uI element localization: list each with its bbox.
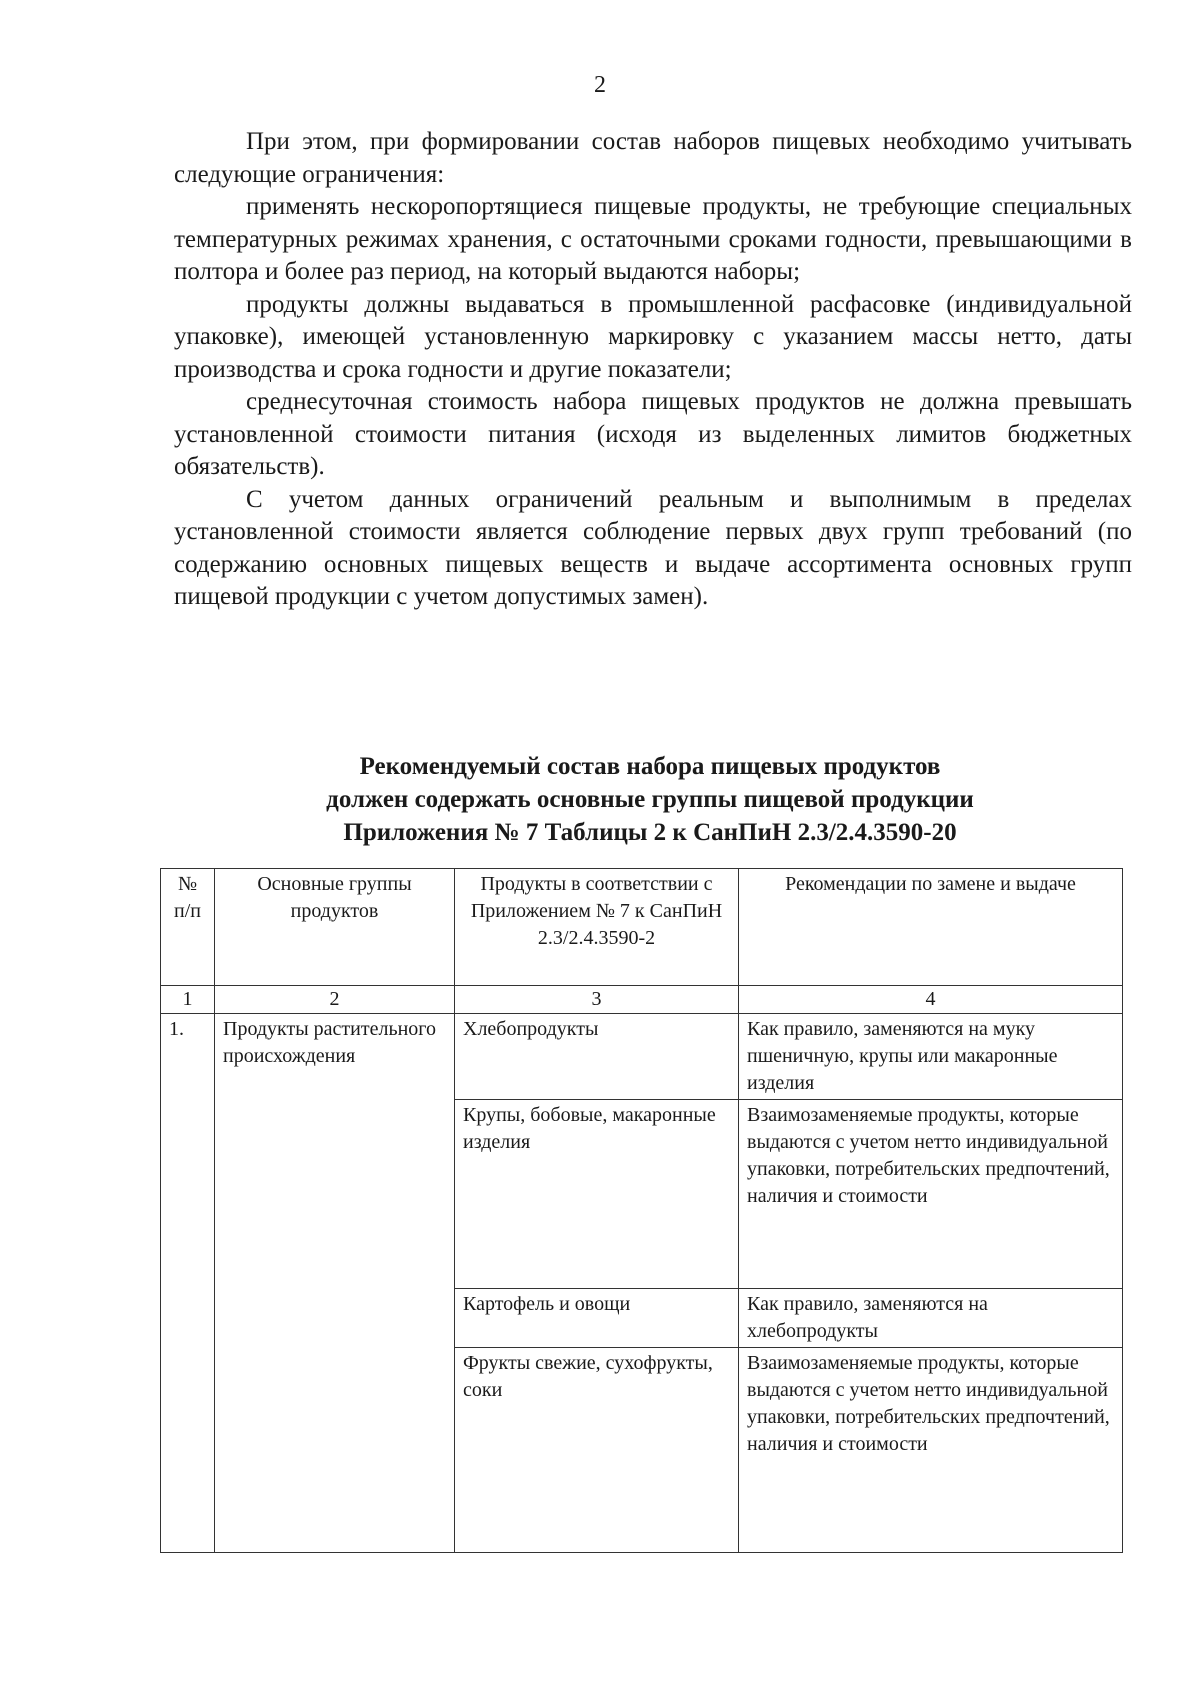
row-product: Крупы, бобовые, макаронные изделия <box>455 1100 739 1289</box>
table-heading <box>160 750 1140 849</box>
table-header-row <box>161 869 1123 986</box>
table-index-row <box>161 986 1123 1014</box>
page-number: 2 <box>594 72 606 98</box>
index-cell: 3 <box>455 986 739 1014</box>
header-num: № п/п <box>161 869 215 986</box>
row-recommendation: Как правило, заменяются на хлебопродукты <box>739 1289 1123 1348</box>
row-group: Продукты растительного происхождения <box>215 1014 455 1553</box>
row-num: 1. <box>161 1014 215 1553</box>
index-cell: 1 <box>161 986 215 1014</box>
paragraph-intro: При этом, при формировании состав наборов пищевых необходимо учитывать следующие ограничения: <box>174 128 1132 188</box>
products-table <box>160 868 1123 1553</box>
row-product: Картофель и овощи <box>455 1289 739 1348</box>
row-product: Фрукты свежие, сухофрукты, соки <box>455 1348 739 1553</box>
heading-line-3: Приложения № 7 Таблицы 2 к СанПиН 2.3/2.4.3590-20 <box>343 819 957 846</box>
row-recommendation: Взаимозаменяемые продукты, которые выдаются с учетом нетто индивидуальной упаковки, потребительских предпочтений, наличия и стоимости <box>739 1100 1123 1289</box>
row-recommendation: Взаимозаменяемые продукты, которые выдаются с учетом нетто индивидуальной упаковки, потребительских предпочтений, наличия и стоимости <box>739 1348 1123 1553</box>
heading-line-1: Рекомендуемый состав набора пищевых продуктов <box>359 753 941 780</box>
heading-line-2: должен содержать основные группы пищевой продукции <box>326 786 974 813</box>
row-recommendation: Как правило, заменяются на муку пшеничную, крупы или макаронные изделия <box>739 1014 1123 1100</box>
index-cell: 2 <box>215 986 455 1014</box>
body-text <box>174 126 1132 614</box>
paragraph-nonperishable: применять нескоропортящиеся пищевые продукты, не требующие специальных температурных режимах хранения, с остаточными сроками годности, превышающими в полтора и более раз период, на который выдаются наборы; <box>174 193 1132 285</box>
header-group: Основные группы продуктов <box>215 869 455 986</box>
header-recommendations: Рекомендации по замене и выдаче <box>739 869 1123 986</box>
paragraph-conclusion: С учетом данных ограничений реальным и выполнимым в пределах установленной стоимости является соблюдение первых двух групп требований (по содержанию основных пищевых веществ и выдаче ассортимента основных групп пищевой продукции с учетом допустимых замен). <box>174 485 1132 610</box>
row-product: Хлебопродукты <box>455 1014 739 1100</box>
paragraph-cost: среднесуточная стоимость набора пищевых продуктов не должна превышать установленной стоимости питания (исходя из выделенных лимитов бюджетных обязательств). <box>174 388 1132 480</box>
table-row <box>161 1014 1123 1100</box>
header-products: Продукты в соответствии с Приложением № 7 к СанПиН 2.3/2.4.3590-2 <box>455 869 739 986</box>
paragraph-packaging: продукты должны выдаваться в промышленной расфасовке (индивидуальной упаковке), имеющей установленную маркировку с указанием массы нетто, даты производства и срока годности и другие показатели; <box>174 290 1132 383</box>
index-cell: 4 <box>739 986 1123 1014</box>
